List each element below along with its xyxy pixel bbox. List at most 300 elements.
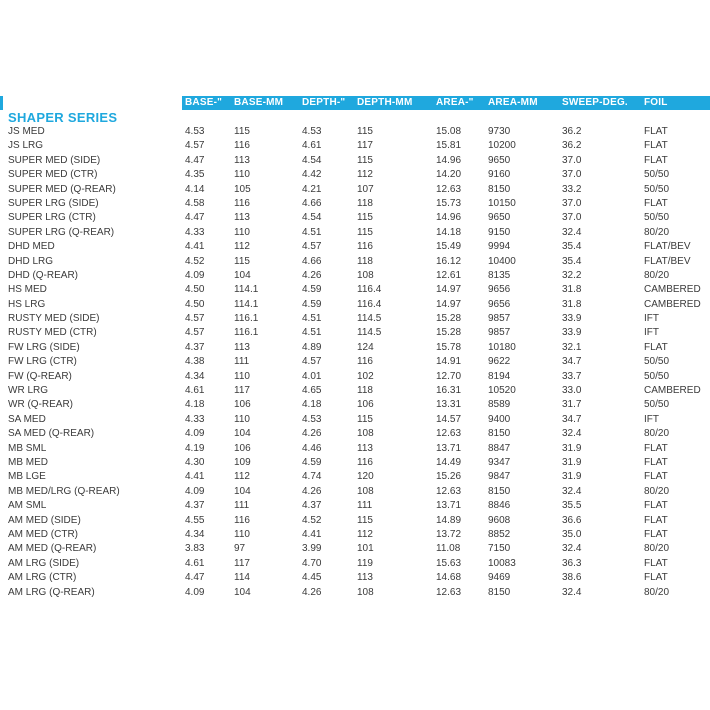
table-row	[0, 542, 710, 556]
cell-model: DHD MED	[8, 241, 55, 253]
col-header-base-mm: BASE-MM	[234, 97, 284, 108]
cell-depth-in: 4.26	[302, 269, 322, 281]
cell-model: SUPER LRG (CTR)	[8, 212, 96, 224]
cell-sweep: 33.2	[562, 183, 582, 195]
cell-depth-mm: 101	[357, 543, 374, 555]
cell-depth-in: 4.42	[302, 169, 322, 181]
cell-area-in: 15.63	[436, 557, 462, 569]
cell-model: FW (Q-REAR)	[8, 370, 72, 382]
table-row	[0, 413, 710, 427]
cell-base-mm: 112	[234, 241, 250, 253]
cell-foil: 50/50	[644, 183, 670, 195]
cell-depth-mm: 111	[357, 500, 373, 512]
cell-sweep: 33.7	[562, 370, 582, 382]
cell-foil: FLAT	[644, 514, 668, 526]
cell-area-mm: 8846	[488, 500, 511, 512]
cell-model: SUPER MED (SIDE)	[8, 154, 101, 166]
cell-area-mm: 9608	[488, 514, 511, 526]
cell-base-mm: 104	[234, 428, 251, 440]
table-row	[0, 557, 710, 571]
cell-depth-mm: 119	[357, 557, 373, 569]
cell-model: MB MED/LRG (Q-REAR)	[8, 485, 120, 497]
table-row	[0, 283, 710, 297]
cell-area-mm: 8150	[488, 183, 511, 195]
cell-depth-in: 4.57	[302, 241, 322, 253]
cell-model: SA MED	[8, 413, 46, 425]
cell-base-in: 4.61	[185, 557, 205, 569]
cell-area-in: 14.20	[436, 169, 462, 181]
cell-base-in: 4.52	[185, 255, 205, 267]
cell-area-in: 14.49	[436, 456, 462, 468]
cell-sweep: 32.4	[562, 586, 582, 598]
cell-area-in: 12.61	[436, 269, 462, 281]
table-row	[0, 269, 710, 283]
cell-area-in: 13.71	[436, 500, 462, 512]
cell-base-in: 4.37	[185, 500, 205, 512]
cell-base-mm: 114.1	[234, 298, 259, 310]
cell-sweep: 37.0	[562, 169, 582, 181]
cell-depth-mm: 107	[357, 183, 374, 195]
cell-area-mm: 9994	[488, 241, 511, 253]
cell-foil: 80/20	[644, 269, 670, 281]
cell-depth-in: 4.51	[302, 313, 322, 325]
cell-sweep: 37.0	[562, 154, 582, 166]
cell-foil: FLAT	[644, 528, 668, 540]
col-header-sweep: SWEEP-DEG.	[562, 97, 628, 108]
table-row	[0, 154, 710, 168]
cell-depth-in: 4.74	[302, 471, 322, 483]
cell-foil: 80/20	[644, 543, 670, 555]
cell-depth-in: 4.61	[302, 140, 322, 152]
cell-foil: 50/50	[644, 169, 670, 181]
cell-area-mm: 10400	[488, 255, 516, 267]
cell-base-mm: 113	[234, 212, 250, 224]
cell-base-in: 4.34	[185, 370, 205, 382]
cell-depth-mm: 108	[357, 269, 374, 281]
cell-sweep: 31.9	[562, 456, 582, 468]
cell-base-in: 4.58	[185, 197, 205, 209]
cell-depth-mm: 106	[357, 399, 374, 411]
cell-foil: FLAT	[644, 126, 668, 137]
cell-foil: CAMBERED	[644, 284, 701, 296]
cell-area-mm: 10180	[488, 341, 516, 353]
cell-base-in: 4.37	[185, 341, 205, 353]
cell-model: WR LRG	[8, 385, 48, 397]
cell-model: AM MED (CTR)	[8, 528, 78, 540]
table-row	[0, 240, 710, 254]
cell-area-mm: 9400	[488, 413, 511, 425]
table-row	[0, 528, 710, 542]
cell-area-in: 15.78	[436, 341, 462, 353]
cell-sweep: 32.4	[562, 428, 582, 440]
cell-depth-in: 4.53	[302, 126, 322, 137]
cell-area-in: 12.63	[436, 183, 462, 195]
cell-sweep: 36.6	[562, 514, 582, 526]
cell-foil: FLAT/BEV	[644, 241, 691, 253]
cell-area-mm: 9650	[488, 154, 511, 166]
cell-depth-mm: 115	[357, 154, 373, 166]
cell-area-mm: 10083	[488, 557, 516, 569]
cell-area-in: 14.91	[436, 356, 462, 368]
cell-sweep: 35.0	[562, 528, 582, 540]
cell-depth-mm: 118	[357, 385, 373, 397]
cell-base-in: 4.53	[185, 126, 205, 137]
cell-foil: 80/20	[644, 485, 670, 497]
cell-area-in: 15.26	[436, 471, 462, 483]
cell-area-in: 15.73	[436, 197, 462, 209]
cell-area-mm: 7150	[488, 543, 511, 555]
cell-depth-mm: 116	[357, 356, 373, 368]
table-row	[0, 499, 710, 513]
cell-sweep: 32.2	[562, 269, 582, 281]
cell-sweep: 37.0	[562, 212, 582, 224]
cell-base-mm: 111	[234, 356, 250, 368]
cell-area-mm: 9650	[488, 212, 511, 224]
table-row	[0, 514, 710, 528]
cell-base-in: 4.41	[185, 471, 205, 483]
table-row	[0, 456, 710, 470]
cell-area-mm: 8150	[488, 586, 511, 598]
cell-foil: CAMBERED	[644, 385, 701, 397]
cell-foil: 80/20	[644, 586, 670, 598]
cell-area-mm: 9622	[488, 356, 511, 368]
cell-base-mm: 104	[234, 485, 251, 497]
cell-depth-mm: 118	[357, 255, 373, 267]
cell-area-mm: 9150	[488, 226, 511, 238]
cell-area-mm: 9857	[488, 327, 511, 339]
cell-sweep: 31.9	[562, 471, 582, 483]
cell-area-in: 15.28	[436, 327, 462, 339]
col-header-depth-mm: DEPTH-MM	[357, 97, 413, 108]
cell-depth-in: 4.57	[302, 356, 322, 368]
cell-base-in: 4.09	[185, 485, 205, 497]
cell-model: MB MED	[8, 456, 48, 468]
cell-base-in: 4.50	[185, 284, 205, 296]
cell-foil: 50/50	[644, 212, 670, 224]
cell-base-in: 4.47	[185, 212, 205, 224]
col-header-foil: FOIL	[644, 97, 668, 108]
cell-model: DHD LRG	[8, 255, 54, 267]
cell-depth-in: 4.41	[302, 528, 322, 540]
cell-depth-mm: 113	[357, 442, 373, 454]
cell-model: FW LRG (SIDE)	[8, 341, 80, 353]
cell-depth-mm: 116.4	[357, 298, 382, 310]
table-row	[0, 442, 710, 456]
cell-depth-mm: 112	[357, 169, 373, 181]
cell-base-mm: 114	[234, 572, 250, 584]
cell-area-in: 14.97	[436, 284, 462, 296]
cell-area-in: 12.70	[436, 370, 462, 382]
cell-base-in: 4.34	[185, 528, 205, 540]
cell-area-in: 12.63	[436, 586, 462, 598]
col-header-base-in: BASE-"	[185, 97, 223, 108]
cell-area-mm: 8150	[488, 428, 511, 440]
cell-depth-in: 4.66	[302, 255, 322, 267]
cell-model: WR (Q-REAR)	[8, 399, 73, 411]
col-header-area-in: AREA-"	[436, 97, 474, 108]
cell-sweep: 34.7	[562, 356, 582, 368]
cell-sweep: 31.9	[562, 442, 582, 454]
cell-model: AM LRG (Q-REAR)	[8, 586, 95, 598]
cell-depth-in: 4.54	[302, 212, 322, 224]
cell-foil: FLAT	[644, 471, 668, 483]
cell-depth-in: 4.26	[302, 428, 322, 440]
table-row	[0, 298, 710, 312]
cell-depth-mm: 114.5	[357, 313, 382, 325]
cell-sweep: 35.4	[562, 241, 582, 253]
cell-foil: FLAT	[644, 557, 668, 569]
cell-depth-in: 4.26	[302, 586, 322, 598]
cell-base-mm: 110	[234, 226, 250, 238]
cell-base-mm: 116	[234, 514, 250, 526]
table-row	[0, 341, 710, 355]
cell-sweep: 34.7	[562, 413, 582, 425]
cell-model: SUPER MED (Q-REAR)	[8, 183, 116, 195]
table-row	[0, 168, 710, 182]
cell-depth-mm: 115	[357, 226, 373, 238]
cell-foil: CAMBERED	[644, 298, 701, 310]
cell-depth-mm: 108	[357, 485, 374, 497]
cell-area-in: 14.96	[436, 212, 462, 224]
cell-model: MB LGE	[8, 471, 46, 483]
table-row	[0, 326, 710, 340]
cell-depth-mm: 116.4	[357, 284, 382, 296]
col-header-depth-in: DEPTH-"	[302, 97, 346, 108]
cell-area-in: 13.71	[436, 442, 462, 454]
cell-model: HS LRG	[8, 298, 46, 310]
cell-depth-mm: 115	[357, 514, 373, 526]
cell-depth-mm: 116	[357, 456, 373, 468]
cell-depth-in: 4.26	[302, 485, 322, 497]
accent-marker	[0, 96, 3, 110]
table-header	[182, 96, 710, 110]
cell-base-mm: 116	[234, 197, 250, 209]
cell-sweep: 31.7	[562, 399, 582, 411]
cell-foil: FLAT	[644, 140, 668, 152]
cell-area-mm: 9656	[488, 298, 511, 310]
cell-area-mm: 10150	[488, 197, 516, 209]
cell-sweep: 32.4	[562, 485, 582, 497]
cell-base-in: 4.50	[185, 298, 205, 310]
cell-sweep: 36.2	[562, 140, 582, 152]
cell-model: AM SML	[8, 500, 47, 512]
cell-base-in: 4.55	[185, 514, 205, 526]
cell-depth-in: 4.70	[302, 557, 322, 569]
cell-area-mm: 9469	[488, 572, 511, 584]
cell-base-in: 4.61	[185, 385, 205, 397]
cell-area-mm: 8852	[488, 528, 511, 540]
table-row	[0, 586, 710, 600]
cell-sweep: 32.4	[562, 543, 582, 555]
cell-depth-in: 4.51	[302, 327, 322, 339]
cell-base-mm: 109	[234, 456, 251, 468]
cell-base-mm: 115	[234, 126, 250, 137]
cell-sweep: 38.6	[562, 572, 582, 584]
cell-depth-in: 4.59	[302, 284, 322, 296]
table-row	[0, 139, 710, 153]
cell-model: SA MED (Q-REAR)	[8, 428, 95, 440]
cell-base-in: 4.09	[185, 269, 205, 281]
cell-depth-mm: 118	[357, 197, 373, 209]
cell-base-mm: 106	[234, 442, 251, 454]
cell-foil: 50/50	[644, 399, 670, 411]
cell-foil: 80/20	[644, 428, 670, 440]
cell-base-in: 4.30	[185, 456, 205, 468]
table-row	[0, 355, 710, 369]
cell-base-in: 4.18	[185, 399, 205, 411]
cell-model: AM MED (Q-REAR)	[8, 543, 97, 555]
cell-depth-mm: 114.5	[357, 327, 382, 339]
cell-depth-in: 4.51	[302, 226, 322, 238]
cell-area-mm: 8194	[488, 370, 511, 382]
cell-area-mm: 9656	[488, 284, 511, 296]
cell-area-mm: 10520	[488, 385, 516, 397]
cell-sweep: 33.9	[562, 327, 582, 339]
cell-base-mm: 97	[234, 543, 246, 555]
table-row	[0, 197, 710, 211]
cell-base-in: 4.41	[185, 241, 205, 253]
cell-base-mm: 114.1	[234, 284, 259, 296]
cell-base-in: 4.57	[185, 140, 205, 152]
table-row	[0, 312, 710, 326]
table-row	[0, 226, 710, 240]
cell-depth-mm: 112	[357, 528, 373, 540]
cell-foil: 50/50	[644, 370, 670, 382]
cell-area-in: 14.57	[436, 413, 462, 425]
cell-area-mm: 9857	[488, 313, 511, 325]
cell-depth-mm: 124	[357, 341, 374, 353]
cell-model: JS LRG	[8, 140, 44, 152]
cell-area-mm: 9847	[488, 471, 511, 483]
cell-depth-in: 4.01	[302, 370, 322, 382]
cell-base-mm: 110	[234, 528, 250, 540]
cell-area-in: 14.18	[436, 226, 462, 238]
cell-foil: FLAT/BEV	[644, 255, 691, 267]
cell-sweep: 35.5	[562, 500, 582, 512]
cell-foil: IFT	[644, 413, 659, 425]
table-row	[0, 125, 710, 139]
cell-sweep: 36.3	[562, 557, 582, 569]
cell-foil: FLAT	[644, 456, 668, 468]
cell-model: SUPER MED (CTR)	[8, 169, 98, 181]
cell-base-mm: 104	[234, 269, 251, 281]
cell-model: MB SML	[8, 442, 47, 454]
table-row	[0, 398, 710, 412]
table-row	[0, 485, 710, 499]
cell-base-mm: 110	[234, 370, 250, 382]
cell-foil: FLAT	[644, 572, 668, 584]
cell-depth-mm: 120	[357, 471, 374, 483]
cell-area-mm: 9347	[488, 456, 511, 468]
cell-base-mm: 105	[234, 183, 251, 195]
cell-area-in: 14.97	[436, 298, 462, 310]
cell-model: AM LRG (SIDE)	[8, 557, 80, 569]
table-row	[0, 427, 710, 441]
cell-depth-in: 3.99	[302, 543, 322, 555]
cell-depth-in: 4.65	[302, 385, 322, 397]
cell-area-in: 12.63	[436, 428, 462, 440]
section-title: SHAPER SERIES	[8, 110, 118, 125]
cell-depth-in: 4.46	[302, 442, 322, 454]
cell-depth-mm: 115	[357, 413, 373, 425]
cell-foil: FLAT	[644, 442, 668, 454]
cell-depth-in: 4.21	[302, 183, 322, 195]
cell-base-mm: 113	[234, 154, 250, 166]
col-header-area-mm: AREA-MM	[488, 97, 538, 108]
cell-area-in: 13.31	[436, 399, 462, 411]
cell-area-mm: 10200	[488, 140, 516, 152]
cell-depth-mm: 116	[357, 241, 373, 253]
cell-base-mm: 116	[234, 140, 250, 152]
cell-foil: IFT	[644, 327, 659, 339]
cell-base-in: 4.47	[185, 572, 205, 584]
cell-base-mm: 110	[234, 413, 250, 425]
cell-area-in: 11.08	[436, 543, 461, 555]
cell-sweep: 33.0	[562, 385, 582, 397]
cell-model: AM MED (SIDE)	[8, 514, 81, 526]
cell-base-in: 4.57	[185, 313, 205, 325]
cell-foil: FLAT	[644, 154, 668, 166]
cell-model: AM LRG (CTR)	[8, 572, 77, 584]
table-row	[0, 571, 710, 585]
cell-sweep: 32.1	[562, 341, 582, 353]
cell-depth-in: 4.52	[302, 514, 322, 526]
cell-model: RUSTY MED (SIDE)	[8, 313, 100, 325]
cell-depth-mm: 108	[357, 428, 374, 440]
cell-base-in: 4.33	[185, 413, 205, 425]
cell-sweep: 37.0	[562, 197, 582, 209]
cell-base-mm: 112	[234, 471, 250, 483]
cell-base-in: 4.33	[185, 226, 205, 238]
cell-base-mm: 113	[234, 341, 250, 353]
table-row	[0, 255, 710, 269]
cell-base-in: 4.57	[185, 327, 205, 339]
cell-area-mm: 9160	[488, 169, 511, 181]
cell-model: JS MED	[8, 126, 45, 137]
cell-base-in: 4.38	[185, 356, 205, 368]
cell-base-in: 4.09	[185, 586, 205, 598]
table-row	[0, 384, 710, 398]
cell-base-mm: 117	[234, 557, 250, 569]
cell-area-mm: 8150	[488, 485, 511, 497]
cell-area-in: 15.08	[436, 126, 462, 137]
cell-base-in: 4.19	[185, 442, 205, 454]
cell-depth-in: 4.18	[302, 399, 322, 411]
cell-sweep: 36.2	[562, 126, 582, 137]
cell-base-mm: 104	[234, 586, 251, 598]
cell-base-mm: 116.1	[234, 313, 259, 325]
cell-depth-in: 4.59	[302, 456, 322, 468]
cell-depth-mm: 102	[357, 370, 374, 382]
cell-base-in: 4.09	[185, 428, 205, 440]
cell-depth-in: 4.59	[302, 298, 322, 310]
cell-depth-mm: 115	[357, 212, 373, 224]
cell-model: FW LRG (CTR)	[8, 356, 77, 368]
cell-area-mm: 9730	[488, 126, 511, 137]
cell-base-mm: 115	[234, 255, 250, 267]
spec-table-body	[0, 125, 710, 600]
cell-area-mm: 8847	[488, 442, 511, 454]
cell-sweep: 35.4	[562, 255, 582, 267]
cell-base-mm: 117	[234, 385, 250, 397]
cell-depth-in: 4.37	[302, 500, 322, 512]
cell-sweep: 31.8	[562, 284, 582, 296]
cell-sweep: 31.8	[562, 298, 582, 310]
table-row	[0, 470, 710, 484]
cell-area-in: 16.31	[436, 385, 462, 397]
cell-area-in: 14.96	[436, 154, 462, 166]
table-row	[0, 183, 710, 197]
